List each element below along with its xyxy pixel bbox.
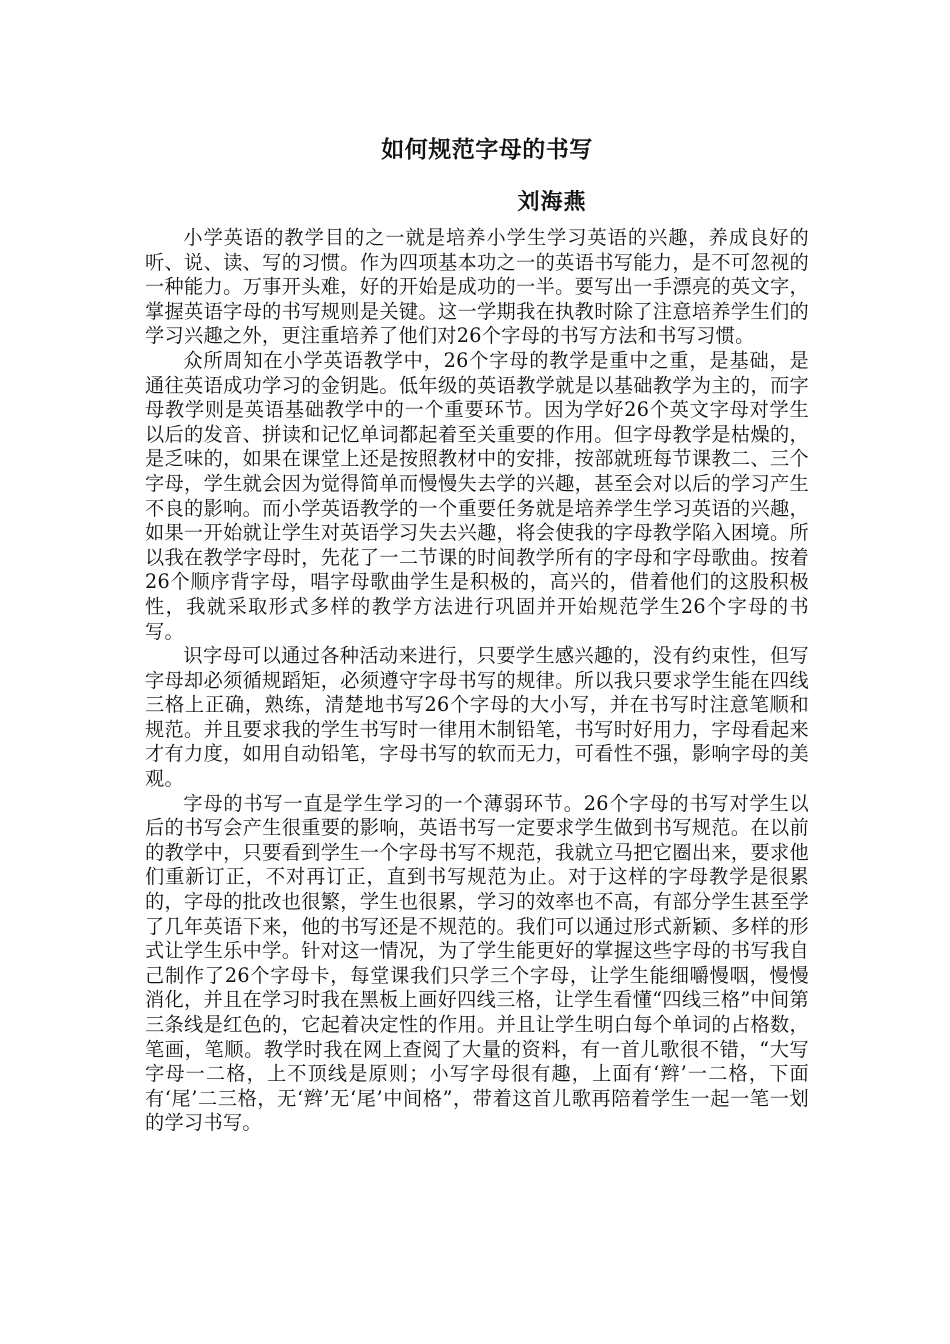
document-author: 刘海燕 [517,189,587,215]
document-page [145,130,809,1136]
paragraph-3: 识字母可以通过各种活动来进行，只要学生感兴趣的，没有约束性，但写字母却必须循规蹈矩，必须遵守字母书写的规律。所以我只要求学生能在四线三格上正确，熟练，清楚地书写26个字母的大小写，并在书写时注意笔顺和规范。并且要求我的学生书写时一律用木制铅笔，书写时好用力，字母看起来才有力度，如用自动铅笔，字母书写的软而无力，可看性不强，影响字母的美观。 [145,644,809,791]
paragraph-1: 小学英语的教学目的之一就是培养小学生学习英语的兴趣，养成良好的听、说、读、写的习惯。作为四项基本功之一的英语书写能力，是不可忽视的一种能力。万事开头难，好的开始是成功的一半。要写出一手漂亮的英文字，掌握英语字母的书写规则是关键。这一学期我在执教时除了注意培养学生们的学习兴趣之外，更注重培养了他们对26个字母的书写方法和书写习惯。 [145,226,809,348]
paragraph-4: 字母的书写一直是学生学习的一个薄弱环节。26个字母的书写对学生以后的书写会产生很重要的影响，英语书写一定要求学生做到书写规范。在以前的教学中，只要看到学生一个字母书写不规范，我就立马把它圈出来，要求他们重新订正，不对再订正，直到书写规范为止。对于这样的字母教学是很累的，字母的批改也很繁，学生也很累，学习的效率也不高，有部分学生甚至学了几年英语下来，他的书写还是不规范的。我们可以通过形式新颖、多样的形式让学生乐中学。针对这一情况，为了学生能更好的掌握这些字母的书写我自己制作了26个字母卡，每堂课我们只学三个字母，让学生能细嚼慢咽，慢慢消化，并且在学习时我在黑板上画好四线三格，让学生看懂“四线三格”中间第三条线是红色的，它起着决定性的作用。并且让学生明白每个单词的占格数，笔画，笔顺。教学时我在网上查阅了大量的资料，有一首儿歌很不错，“大写字母一二格，上不顶线是原则；小写字母很有趣，上面有‘辫’一二格，下面有‘尾’二三格，无‘辫’无‘尾’中间格”，带着这首儿歌再陪着学生一起一笔一划的学习书写。 [145,791,809,1135]
document-body [145,226,809,1136]
paragraph-2: 众所周知在小学英语教学中，26个字母的教学是重中之重，是基础，是通往英语成功学习的金钥匙。低年级的英语教学就是以基础教学为主的，而字母教学则是英语基础教学中的一个重要环节。因为学好26个英文字母对学生以后的发音、拼读和记忆单词都起着至关重要的作用。但字母教学是枯燥的，是乏味的，如果在课堂上还是按照教材中的安排，按部就班每节课教二、三个字母，学生就会因为觉得简单而慢慢失去学的兴趣，甚至会对以后的学习产生不良的影响。而小学英语教学的一个重要任务就是培养学生学习英语的兴趣，如果一开始就让学生对英语学习失去兴趣，将会使我的字母教学陷入困境。所以我在教学字母时，先花了一二节课的时间教学所有的字母和字母歌曲。按着26个顺序背字母，唱字母歌曲学生是积极的，高兴的，借着他们的这股积极性，我就采取形式多样的教学方法进行巩固并开始规范学生26个字母的书写。 [145,348,809,643]
document-title: 如何规范字母的书写 [381,136,593,163]
